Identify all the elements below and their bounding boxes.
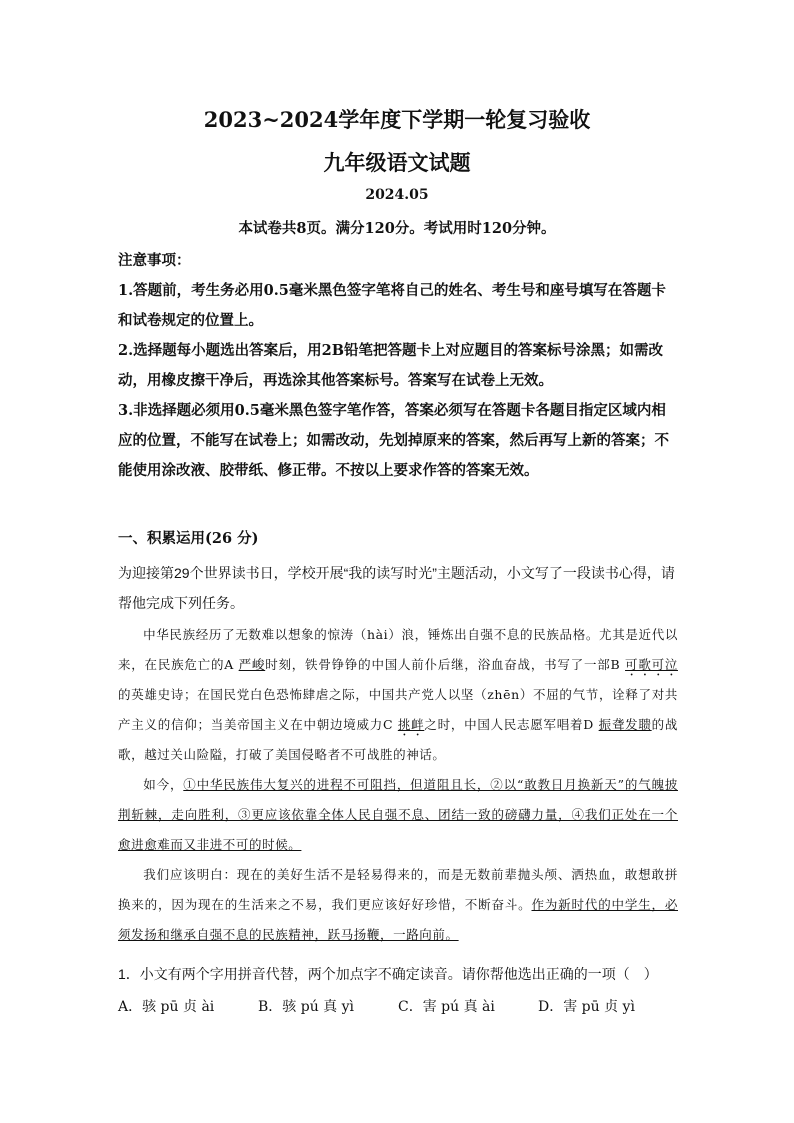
underlined-sentence: ①中华民族伟大复兴的进程不可阻挡，但道阻且长，②以“敢教日月换新天”的气魄披荆斩棘，走向胜利，③更应该依靠全体人民自强不息、团结一致的磅礴力量，④我们正处在一个愈进愈难而又非进不可的时候。 <box>118 777 678 852</box>
passage-paragraph-1 <box>118 620 678 770</box>
exam-summary: 本试卷共8页。满分120分。考试用时120分钟。 <box>238 220 556 237</box>
note-item: 3.非选择题必须用0.5毫米黑色签字笔作答，答案必须写在答题卡各题目指定区域内相应的位置，不能写在试卷上；如需改动，先划掉原来的答案，然后再写上新的答案；不能使用涂改液、胶带纸、修正带。不按以上要求作答的答案无效。 <box>118 402 669 479</box>
passage-text: 时刻，铁骨铮铮的中国人前仆后继，浴血奋战，书写了一部B <box>265 657 626 672</box>
option-d: D．害 pū 贞 yì <box>538 999 635 1015</box>
option-a: A．骇 pū 贞 ài <box>118 999 215 1015</box>
reading-passage <box>118 620 678 950</box>
marked-word-b: 可歌可泣 <box>625 657 678 672</box>
passage-text: 的英雄史诗；在国民党白色恐怖肆虐之际，中国共产党人以坚（zhēn）不屈的气节，诠释了对共产主义的信仰；当美帝国主义在中朝边境威力C <box>118 687 678 732</box>
question-1-stem: 1．小文有两个字用拼音代替，两个加点字不确定读音。请你帮他选出正确的一项（ ） <box>118 966 658 982</box>
passage-text: 如今， <box>143 777 184 792</box>
passage-paragraph-2 <box>118 770 678 860</box>
marked-word-d: 振聋发聩 <box>598 717 652 732</box>
passage-paragraph-3 <box>118 860 678 950</box>
marked-word-c: 挑衅 <box>397 717 425 732</box>
passage-text: 之时，中国人民志愿军唱着D <box>424 717 599 732</box>
notes-heading: 注意事项： <box>118 252 191 269</box>
exam-date: 2024.05 <box>365 187 429 203</box>
marked-word-a: 严峻 <box>238 657 266 672</box>
option-c: C．害 pú 真 ài <box>398 999 495 1015</box>
section-heading: 一、积累运用(26 分) <box>118 530 259 547</box>
section-intro: 为迎接第29个世界读书日，学校开展“我的读写时光”主题活动，小文写了一段读书心得，请帮他完成下列任务。 <box>118 565 675 611</box>
note-item: 1.答题前，考生务必用0.5毫米黑色签字笔将自己的姓名、考生号和座号填写在答题卡和试卷规定的位置上。 <box>118 282 666 329</box>
passage-text: 中华民族经历了无数难以想象的惊涛（hài）浪，锤炼出自强不息的民族品格。尤其是近代以来，在民族危亡的A <box>118 627 678 672</box>
underlined-sentence: 作为新时代的中学生，必须发扬和继承自强不息的民族精神，跃马扬鞭，一路向前。 <box>118 897 678 942</box>
notes-block <box>118 246 678 486</box>
question-1-options <box>118 996 678 1016</box>
exam-subtitle: 九年级语文试题 <box>323 150 471 175</box>
passage-text: 我们应该明白：现在的美好生活不是轻易得来的，而是无数前辈抛头颅、洒热血，敢想敢拼换来的，因为现在的生活来之不易，我们更应该好好珍惜，不断奋斗。 <box>118 867 678 912</box>
note-item: 2.选择题每小题选出答案后，用2B铅笔把答题卡上对应题目的答案标号涂黑；如需改动，用橡皮擦干净后，再选涂其他答案标号。答案写在试卷上无效。 <box>118 342 663 389</box>
exam-title: 2023~2024学年度下学期一轮复习验收 <box>203 107 591 132</box>
passage-text: 的战歌，越过关山险隘，打破了美国侵略者不可战胜的神话。 <box>118 717 678 762</box>
option-b: B．骇 pú 真 yì <box>258 999 355 1015</box>
